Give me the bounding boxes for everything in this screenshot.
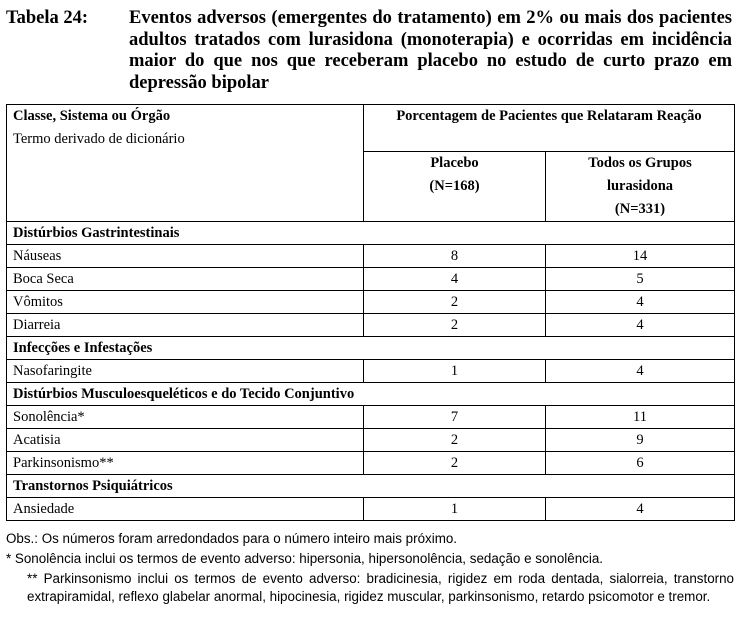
table-title: Eventos adversos (emergentes do tratamento) em 2% ou mais dos pacientes adultos tratados com lurasidona (monoterapia) e ocorridas em incidência maior do que nos que receberam placebo no estudo de curto prazo em depressão bipolar [129, 8, 732, 93]
placebo-value: 1 [364, 498, 546, 521]
note-obs: Obs.: Os números foram arredondados para o número inteiro mais próximo. [6, 531, 458, 546]
header-lurasidona-cell [546, 152, 735, 222]
table-row [7, 268, 735, 291]
header-row-1 [7, 105, 735, 152]
lurasidona-value: 4 [546, 498, 735, 521]
placebo-value: 4 [364, 268, 546, 291]
table-row [7, 429, 735, 452]
table-row [7, 245, 735, 268]
category-row [7, 337, 735, 360]
category-name: Transtornos Psiquiátricos [7, 475, 735, 498]
placebo-value: 7 [364, 406, 546, 429]
table-row [7, 452, 735, 475]
table-row [7, 291, 735, 314]
lurasidona-value: 4 [546, 360, 735, 383]
header-class-label: Classe, Sistema ou Órgão [13, 108, 171, 124]
lurasidona-value: 6 [546, 452, 735, 475]
header-group-cell [364, 105, 735, 152]
header-placebo-label: Placebo [430, 155, 479, 171]
category-name: Distúrbios Gastrintestinais [7, 222, 735, 245]
note-sonolencia: * Sonolência inclui os termos de evento adverso: hipersonia, hipersonolência, sedação e sonolência. [6, 551, 604, 566]
header-lurasidona-n: (N=331) [614, 201, 666, 217]
table-row [7, 406, 735, 429]
term-cell: Sonolência* [7, 406, 364, 429]
category-name: Distúrbios Musculoesqueléticos e do Tecido Conjuntivo [7, 383, 735, 406]
category-name: Infecções e Infestações [7, 337, 735, 360]
term-cell: Parkinsonismo** [7, 452, 364, 475]
category-row [7, 475, 735, 498]
placebo-value: 1 [364, 360, 546, 383]
lurasidona-value: 14 [546, 245, 735, 268]
table-row [7, 314, 735, 337]
table-number: Tabela 24: [6, 8, 89, 28]
placebo-value: 2 [364, 429, 546, 452]
term-cell: Ansiedade [7, 498, 364, 521]
term-cell: Vômitos [7, 291, 364, 314]
placebo-value: 2 [364, 314, 546, 337]
placebo-value: 8 [364, 245, 546, 268]
lurasidona-value: 5 [546, 268, 735, 291]
lurasidona-value: 4 [546, 314, 735, 337]
term-cell: Boca Seca [7, 268, 364, 291]
category-row [7, 383, 735, 406]
lurasidona-value: 11 [546, 406, 735, 429]
term-cell: Náuseas [7, 245, 364, 268]
table-row [7, 498, 735, 521]
category-row [7, 222, 735, 245]
lurasidona-value: 4 [546, 291, 735, 314]
header-lurasidona-label: Todos os Grupos lurasidona [588, 155, 692, 194]
term-cell: Nasofaringite [7, 360, 364, 383]
table-row [7, 360, 735, 383]
placebo-value: 2 [364, 291, 546, 314]
header-placebo-n: (N=168) [429, 178, 480, 194]
header-placebo-cell [364, 152, 546, 222]
term-cell: Diarreia [7, 314, 364, 337]
header-term-label: Termo derivado de dicionário [13, 131, 185, 147]
lurasidona-value: 9 [546, 429, 735, 452]
note-parkinsonismo: ** Parkinsonismo inclui os termos de evento adverso: bradicinesia, rigidez em roda dentada, sialorreia, transtorno extrapiramidal, reflexo glabelar anormal, hipocinesia, rigidez muscular, parkinsonismo, retardo psicomotor e tremor. [27, 571, 734, 605]
placebo-value: 2 [364, 452, 546, 475]
header-group-title: Porcentagem de Pacientes que Relataram Reação [396, 108, 702, 124]
term-cell: Acatisia [7, 429, 364, 452]
adverse-events-table [6, 104, 735, 521]
header-class-cell [7, 105, 364, 222]
